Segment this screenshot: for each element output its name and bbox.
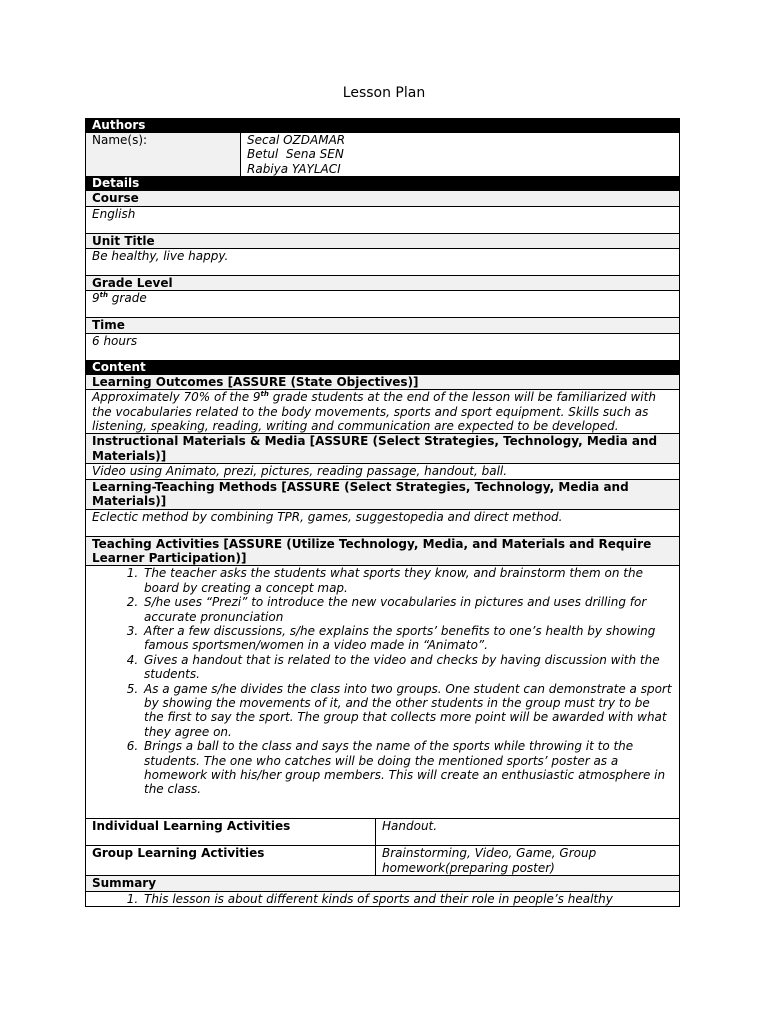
activity-item: 2. S/he uses “Prezi” to introduce the new vocabularies in pictures and uses drilling for accurate pronunciation [142,595,673,624]
grade-suffix: grade [107,291,147,306]
unit-title-label: Unit Title [86,233,680,248]
grade-number: 9 [92,291,100,306]
activity-item: 1. The teacher asks the students what sports they know, and brainstorm them on the board by creating a concept map. [142,566,673,595]
unit-title-value: Be healthy, live happy. [86,249,680,276]
document-title: Lesson Plan [342,85,426,101]
summary-cell [86,891,680,906]
grade-level-label: Grade Level [86,276,680,291]
group-activities-label: Group Learning Activities [86,846,376,876]
activity-text: As a game s/he divides the class into two groups. One student can demonstrate a sport by showing the movements of it, and the other students in the group must try to be [144,681,672,710]
names-label: Name(s): [86,133,241,177]
individual-activities-value: Handout. [376,819,680,846]
summary-item: 1. This lesson is about different kinds of sports and their role in people’s healthy [142,892,673,906]
summary-list [92,892,673,906]
author-name: Rabiya YAYLACI [247,161,341,176]
teaching-methods-value: Eclectic method by combining TPR, games, suggestopedia and direct method. [86,509,680,536]
teaching-activities-cell [86,566,680,819]
activity-item: 3. After a few discussions, s/he explains the sports’ benefits to one’s health by showing famous sportsmen/women in a video made in “Animato”. [142,624,673,653]
activity-item-5 [142,682,673,740]
grade-ordinal: th [99,291,108,300]
outcomes-text-start: Approximately 70% of the 9 [92,390,261,405]
course-value: English [86,206,680,233]
grade-level-value [86,291,680,318]
learning-outcomes-label: Learning Outcomes [ASSURE (State Objectives)] [86,374,680,389]
instructional-materials-label: Instructional Materials & Media [ASSURE (Select Strategies, Technology, Media and Materials)] [86,434,680,464]
course-label: Course [86,191,680,206]
lesson-plan-table [85,118,679,907]
summary-label: Summary [86,876,680,891]
instructional-materials-value: Video using Animato, prezi, pictures, reading passage, handout, ball. [86,464,680,479]
outcomes-ordinal: th [260,390,269,399]
group-activities-value: Brainstorming, Video, Game, Group homework(preparing poster) [376,846,680,876]
authors-header: Authors [86,119,680,133]
details-header: Details [86,177,680,191]
activity-item: 4. Gives a handout that is related to the video and checks by having discussion with the students. [142,653,673,682]
activity-item: 6. Brings a ball to the class and says the name of the sports while throwing it to the students. The one who catches will be doing the mentioned sports’ poster as a homework with his/her group members. This will create an enthusiastic atmosphere in the class. [142,739,673,797]
author-name: Betul Sena SEN [247,147,344,162]
teaching-activities-label: Teaching Activities [ASSURE (Utilize Technology, Media, and Materials and Require Learner Participation)] [86,536,680,566]
individual-activities-label: Individual Learning Activities [86,819,376,846]
outcomes-text-end: grade students at the end of the lesson will be familiarized with the vocabularies related to the body movements, sports and sport equipment. Skills such as listening, speaking, reading, writing and communication are expected to be developed. [92,390,656,434]
author-name: Secal OZDAMAR [247,133,346,147]
learning-outcomes-value [86,390,680,434]
teaching-methods-label: Learning-Teaching Methods [ASSURE (Select Strategies, Technology, Media and Materials)] [86,479,680,509]
content-header: Content [86,360,680,374]
author-names [241,133,680,177]
activity-text-continued: the first to say the sport. The group that collects more point will be awarded with what they agree on. [144,710,667,739]
time-value: 6 hours [86,333,680,360]
teaching-activities-list [92,566,673,797]
time-label: Time [86,318,680,333]
